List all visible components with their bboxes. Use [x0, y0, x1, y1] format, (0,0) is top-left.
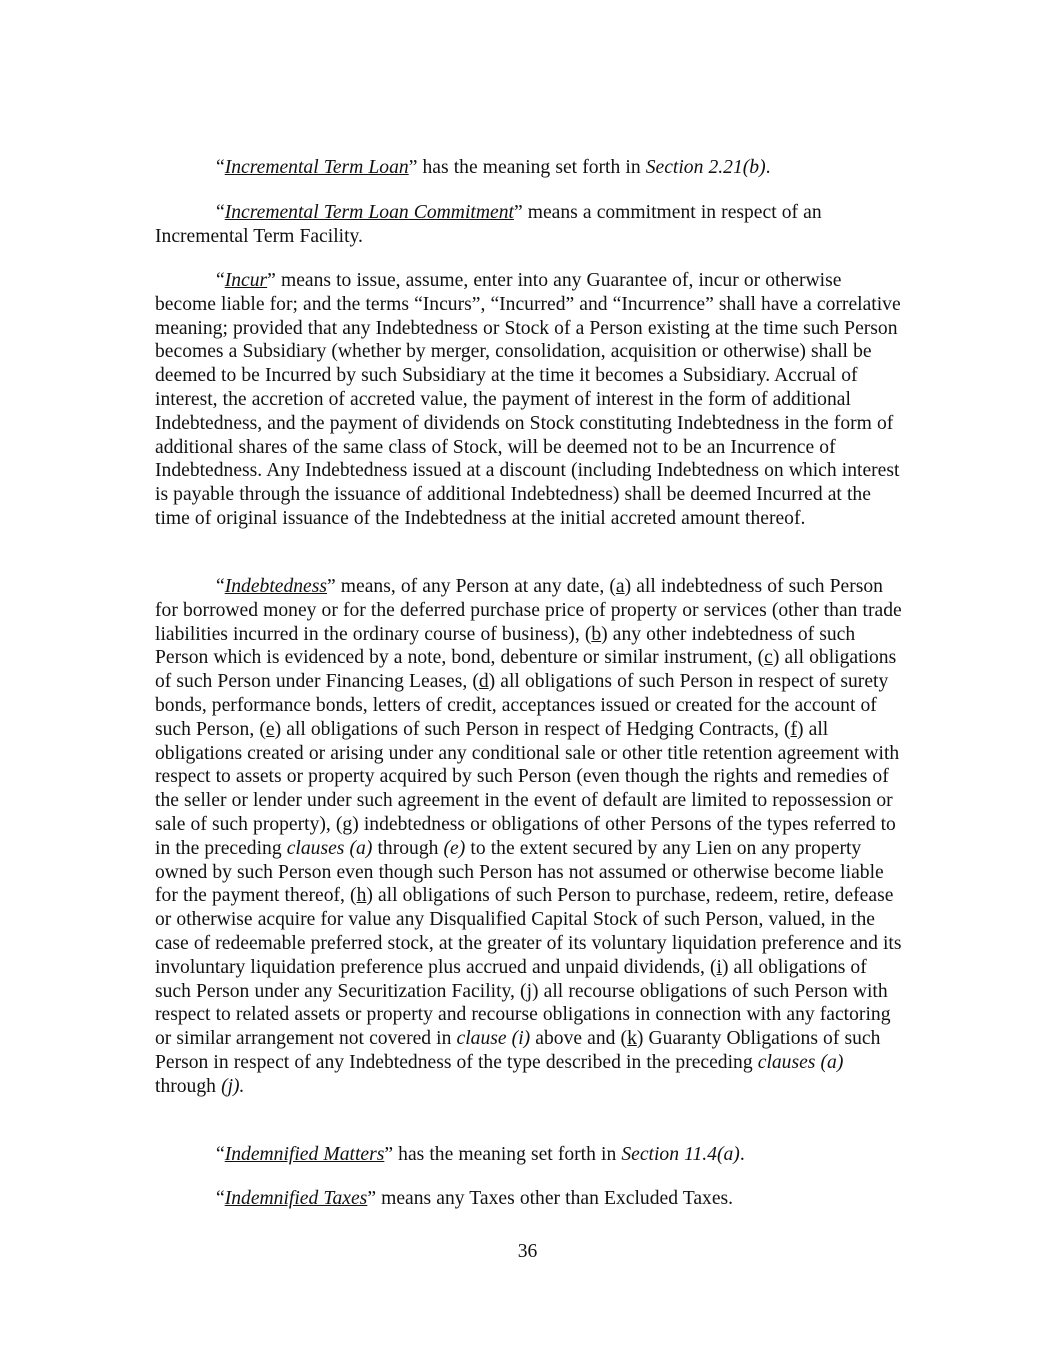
clause-letter: a	[615, 576, 625, 597]
clause-letter: f	[790, 718, 797, 740]
clause-letter: g	[342, 813, 353, 835]
clause-reference: (e)	[443, 837, 466, 859]
defined-term: Indemnified Matters	[224, 1144, 385, 1165]
defined-term: Indebtedness	[224, 576, 327, 597]
definition-indemnified-taxes: “Indemnified Taxes” means any Taxes other than Excluded Taxes.	[216, 1188, 734, 1209]
clause-letter: k	[627, 1028, 637, 1050]
defined-term: Indemnified Taxes	[224, 1188, 368, 1209]
definition-incur: “Incur” means to issue, assume, enter into any Guarantee of, incur or otherwise become liable for; and the terms “Incurs”, “Incurred” and “Incurrence” shall have a correlative meaning; provided that any Indebtedness or Stock of a Person existing at the time such Person becomes a Subsidiary (whether by merger, consolidation, acquisition or otherwise) shall be deemed to be Incurred by such Subsidiary at the time it becomes a Subsidiary. Accrual of interest, the accretion of accreted value, the payment of interest in the form of additional Indebtedness, and the payment of dividends on Stock constituting Indebtedness in the form of additional shares of the same class of Stock, will be deemed not to be an Incurrence of Indebtedness. Any Indebtedness issued at a discount (including Indebtedness on which interest is payable through the issuance of additional Indebtedness) shall be deemed Incurred at the time of original issuance of the Indebtedness at the initial accreted amount thereof.	[155, 270, 901, 529]
defined-term: Incur	[224, 270, 268, 291]
clause-letter: h	[356, 885, 367, 907]
defined-term: Incremental Term Loan	[224, 157, 409, 178]
clause-letter: e	[265, 718, 275, 740]
clause-letter: i	[716, 956, 722, 978]
definition-indebtedness: “Indebtedness” means, of any Person at any date, (a) all indebtedness of such Person for borrowed money or for the deferred purchase price of property or services (other than trade liabilities incurred in the ordinary course of business), (b) any other indebtedness of such Person which is evidenced by a note, bond, debenture or similar instrument, (c) all obligations of such Person under Financing Leases, (d) all obligations of such Person in respect of surety bonds, performance bonds, letters of credit, acceptances issued or created for the account of such Person, (e) all obligations of such Person in respect of Hedging Contracts, (f) all obligations created or arising under any conditional sale or other title retention agreement with respect to assets or property acquired by such Person (even though the rights and remedies of the seller or lender under such agreement in the event of default are limited to repossession or sale of such property), (g) indebtedness or obligations of other Persons of the types referred to in the preceding clauses (a) through (e) to the extent secured by any Lien on any property owned by such Person even though such Person has not assumed or otherwise become liable for the payment thereof, (h) all obligations of such Person to purchase, redeem, retire, defease or otherwise acquire for value any Disqualified Capital Stock of such Person, valued, in the case of redeemable preferred stock, at the greater of its voluntary liquidation preference and its involuntary liquidation preference plus accrued and unpaid dividends, (i) all obligations of such Person under any Securitization Facility, (j) all recourse obligations of such Person with respect to related assets or property and recourse obligations in connection with any factoring or similar arrangement not covered in clause (i) above and (k) Guaranty Obligations of such Person in respect of any Indebtedness of the type described in the preceding clauses (a) through (j).	[155, 576, 902, 1097]
clause-letter: c	[764, 647, 773, 669]
definition-incremental-term-loan: “Incremental Term Loan” has the meaning set forth in Section 2.21(b).	[216, 157, 771, 178]
defined-term: Incremental Term Loan Commitment	[224, 202, 514, 223]
clause-reference: clauses (a)	[757, 1051, 844, 1073]
clause-reference: clause (i)	[456, 1028, 531, 1050]
page-number: 36	[517, 1241, 538, 1262]
section-reference: Section 11.4(a)	[621, 1144, 740, 1165]
definition-incremental-term-loan-commitment: “Incremental Term Loan Commitment” means a commitment in respect of an Incremental Term Facility.	[155, 202, 822, 247]
clause-reference: (j).	[221, 1075, 245, 1097]
definition-indemnified-matters: “Indemnified Matters” has the meaning set forth in Section 11.4(a).	[216, 1144, 745, 1165]
section-reference: Section 2.21(b)	[645, 157, 766, 178]
clause-reference: clauses (a)	[286, 837, 373, 859]
clause-letter: d	[478, 671, 489, 693]
clause-letter: b	[591, 623, 602, 645]
